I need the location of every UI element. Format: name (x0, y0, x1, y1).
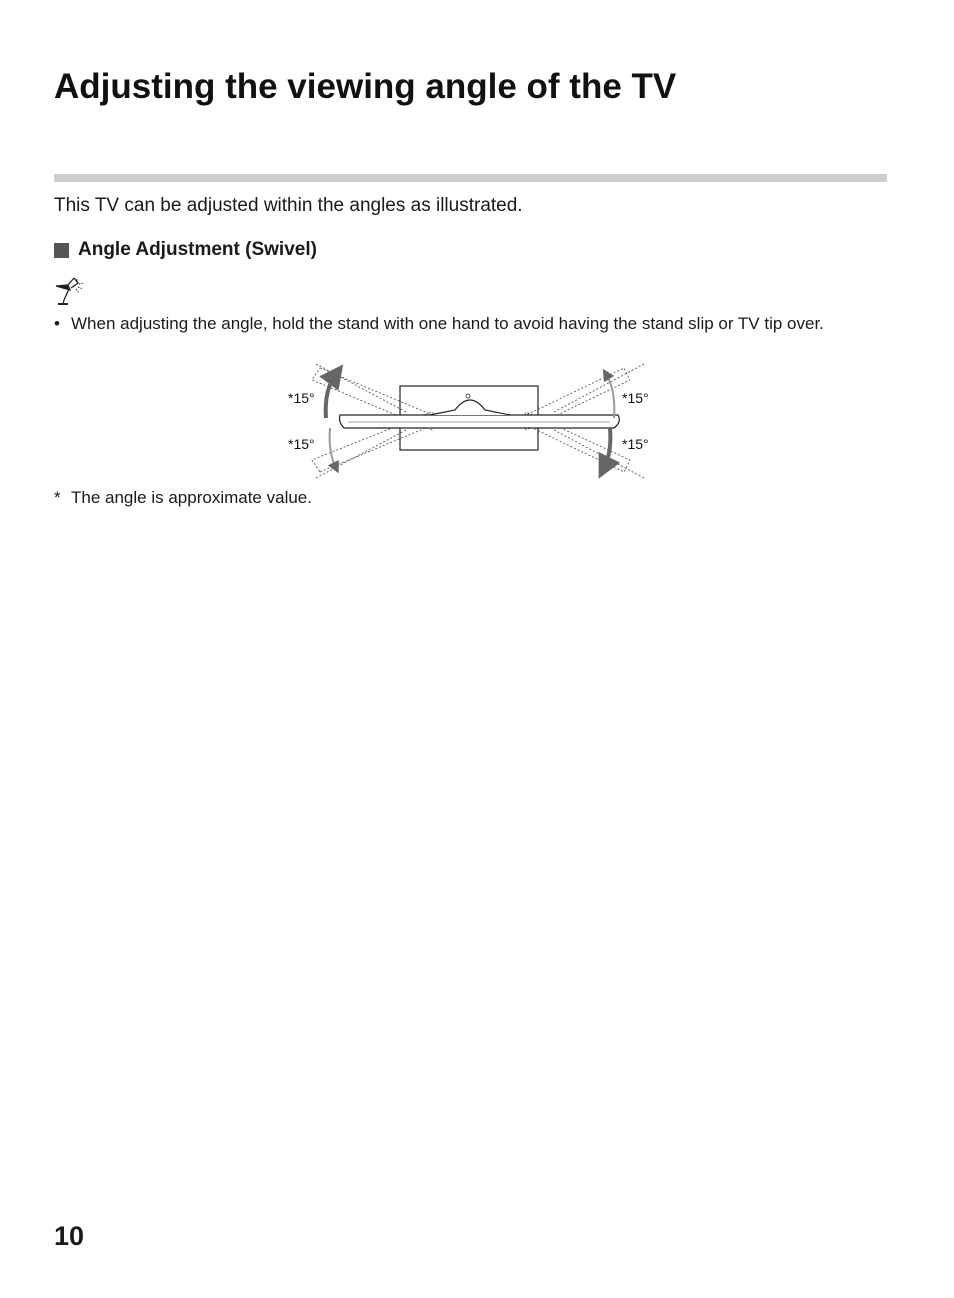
square-bullet-icon (54, 243, 69, 258)
angle-label-top-right: *15° (622, 390, 649, 406)
angle-label-bottom-right: *15° (622, 436, 649, 452)
page-title: Adjusting the viewing angle of the TV (54, 67, 677, 106)
footnote-marker: * (54, 488, 61, 507)
title-underline (54, 174, 887, 182)
intro-text: This TV can be adjusted within the angles as illustrated. (54, 195, 523, 216)
section-heading-label: Angle Adjustment (Swivel) (78, 239, 317, 260)
swivel-diagram (280, 360, 680, 485)
footnote-text: The angle is approximate value. (71, 488, 312, 507)
angle-label-bottom-left: *15° (288, 436, 315, 452)
page-number: 10 (54, 1221, 85, 1251)
bullet-dot: • (54, 314, 60, 333)
desk-lamp-hint-icon (54, 274, 94, 308)
bullet-text: When adjusting the angle, hold the stand with one hand to avoid having the stand slip or TV tip over. (71, 314, 824, 333)
angle-label-top-left: *15° (288, 390, 315, 406)
section-heading (54, 238, 317, 262)
tv-swivel-illustration (280, 360, 680, 485)
